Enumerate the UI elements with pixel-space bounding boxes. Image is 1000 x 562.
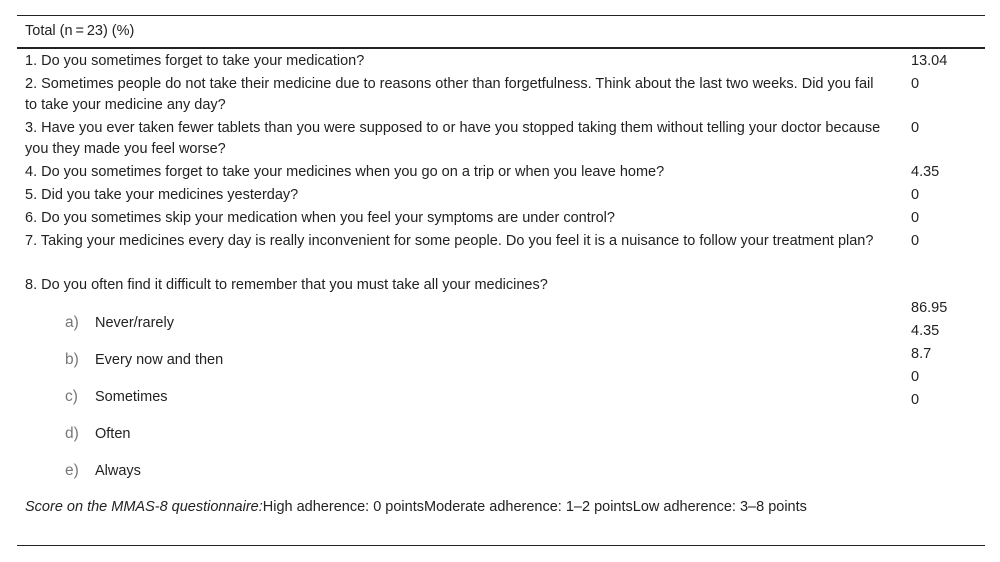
question-6: 6. Do you sometimes skip your medication when you feel your symptoms are under control? <box>25 210 615 226</box>
question-3-value: 0 <box>911 120 920 136</box>
option-a <box>65 312 174 334</box>
option-e <box>65 460 141 482</box>
question-3: 3. Have you ever taken fewer tablets than you were supposed to or have you stopped taking them without telling your doctor because you they made you feel worse? <box>25 120 881 157</box>
column-header: Total (n = 23) (%) <box>25 23 135 39</box>
question-4-value: 4.35 <box>911 164 940 180</box>
footnote-text: High adherence: 0 pointsModerate adherence: 1–2 pointsLow adherence: 3–8 points <box>262 499 807 515</box>
table-top-rule <box>17 15 985 16</box>
option-e-label: Always <box>95 463 141 479</box>
header-rule <box>17 47 985 49</box>
option-a-value: 86.95 <box>911 300 948 316</box>
question-1: 1. Do you sometimes forget to take your medication? <box>25 53 365 69</box>
table-bottom-rule <box>17 545 985 546</box>
question-6-value: 0 <box>911 210 920 226</box>
option-a-label: Never/rarely <box>95 315 174 331</box>
question-4: 4. Do you sometimes forget to take your medicines when you go on a trip or when you leave home? <box>25 164 665 180</box>
option-a-letter: a) <box>65 314 79 331</box>
option-e-letter: e) <box>65 462 79 479</box>
table-footnote <box>25 497 855 518</box>
option-b-label: Every now and then <box>95 352 224 368</box>
option-b-letter: b) <box>65 351 79 368</box>
option-d-value: 0 <box>911 369 920 385</box>
option-d-label: Often <box>95 426 131 442</box>
option-c-label: Sometimes <box>95 389 168 405</box>
option-c-value: 8.7 <box>911 346 932 362</box>
question-7-value: 0 <box>911 233 920 249</box>
question-7: 7. Taking your medicines every day is really inconvenient for some people. Do you feel it is a nuisance to follow your treatment plan? <box>25 233 874 249</box>
question-2-value: 0 <box>911 76 920 92</box>
question-5: 5. Did you take your medicines yesterday? <box>25 187 299 203</box>
option-e-value: 0 <box>911 392 920 408</box>
question-8: 8. Do you often find it difficult to remember that you must take all your medicines? <box>25 277 548 293</box>
option-d-letter: d) <box>65 425 79 442</box>
option-c-letter: c) <box>65 388 78 405</box>
question-2: 2. Sometimes people do not take their medicine due to reasons other than forgetfulness. Think about the last two weeks. Did you fail to take your medicine any day? <box>25 76 874 113</box>
option-c <box>65 386 168 408</box>
option-b <box>65 349 223 371</box>
option-b-value: 4.35 <box>911 323 940 339</box>
question-1-value: 13.04 <box>911 53 948 69</box>
footnote-label: Score on the MMAS-8 questionnaire: <box>25 499 263 515</box>
option-d <box>65 423 130 445</box>
question-5-value: 0 <box>911 187 920 203</box>
